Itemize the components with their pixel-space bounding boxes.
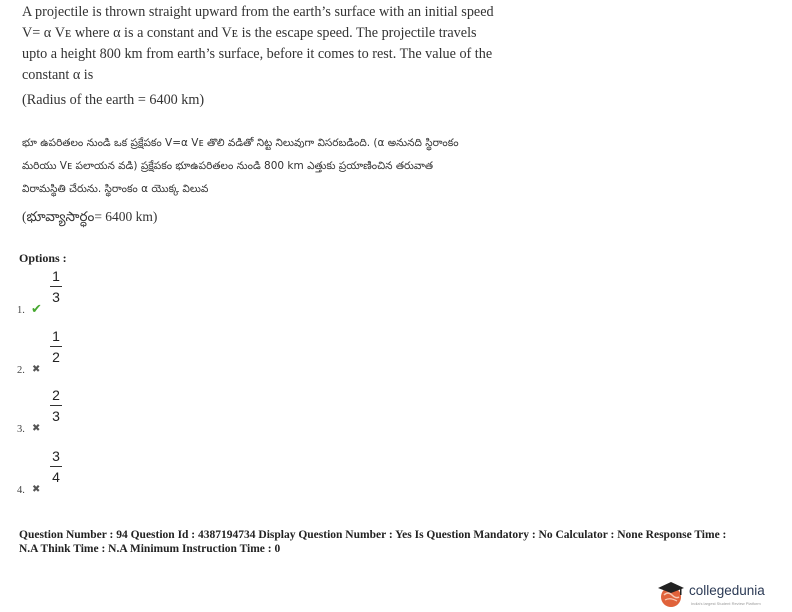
option-fraction [50,448,62,485]
option-3[interactable] [17,387,97,437]
fraction-denominator: 2 [52,349,60,365]
options-label: Options : [19,251,67,265]
fraction-bar [50,405,62,406]
wrong-cross-icon: ✖ [32,484,41,495]
question-line: constant α is [22,67,94,83]
fraction-denominator: 4 [52,469,60,485]
question-line-telugu: విరామస్థితి చేరును. స్థిరాంకం α యొక్క విలువ [22,183,209,195]
logo-tagline: India's largest Student Review Platform [691,601,761,606]
question-line: V= α Vᴇ where α is a constant and Vᴇ is the escape speed. The projectile travels [22,25,477,41]
metadata-line: N.A Think Time : N.A Minimum Instruction Time : 0 [19,543,281,555]
metadata-line: Question Number : 94 Question Id : 4387194734 Display Question Number : Yes Is Question Mandatory : No Calculator : None Response Time : [19,529,727,541]
question-line-telugu: భూ ఉపరితలం నుండి ఒక ప్రక్షేపకం V=α Vᴇ తొలి వడితో నిట్ట నిలువుగా విసరబడింది. (α అనునది స్థిరాంకం [22,137,459,149]
fraction-numerator: 2 [52,387,60,403]
fraction-bar [50,286,62,287]
option-4[interactable] [17,448,97,498]
fraction-numerator: 3 [52,448,60,464]
question-english [22,2,552,111]
option-number: 4. [17,485,25,496]
question-telugu [22,132,562,228]
wrong-cross-icon: ✖ [32,364,41,375]
option-fraction [50,328,62,365]
fraction-numerator: 1 [52,328,60,344]
option-number: 2. [17,365,25,376]
logo-wordmark: collegedunia [689,583,765,598]
correct-check-icon: ✔ [31,302,42,317]
radius-note-telugu: (భూవ్యాసార్ధం= 6400 km) [22,209,158,224]
option-number: 1. [17,305,25,316]
question-line-telugu: మరియు Vᴇ పలాయన వడి) ప్రక్షేపకం భూఉపరితలం నుండి 800 km ఎత్తుకు ప్రయాణించిన తరువాత [22,160,434,172]
question-line: A projectile is thrown straight upward from the earth’s surface with an initial speed [22,4,494,20]
fraction-bar [50,346,62,347]
fraction-numerator: 1 [52,268,60,284]
question-metadata [19,528,779,556]
option-2[interactable] [17,328,97,378]
fraction-denominator: 3 [52,408,60,424]
option-fraction [50,387,62,424]
wrong-cross-icon: ✖ [32,423,41,434]
fraction-denominator: 3 [52,289,60,305]
option-1[interactable] [17,268,97,318]
question-line: upto a height 800 km from earth’s surface, before it comes to rest. The value of the [22,46,493,62]
graduation-cap-globe-icon [655,581,687,609]
collegedunia-logo [655,581,790,611]
option-number: 3. [17,424,25,435]
radius-note: (Radius of the earth = 6400 km) [22,92,205,108]
option-fraction [50,268,62,305]
fraction-bar [50,466,62,467]
